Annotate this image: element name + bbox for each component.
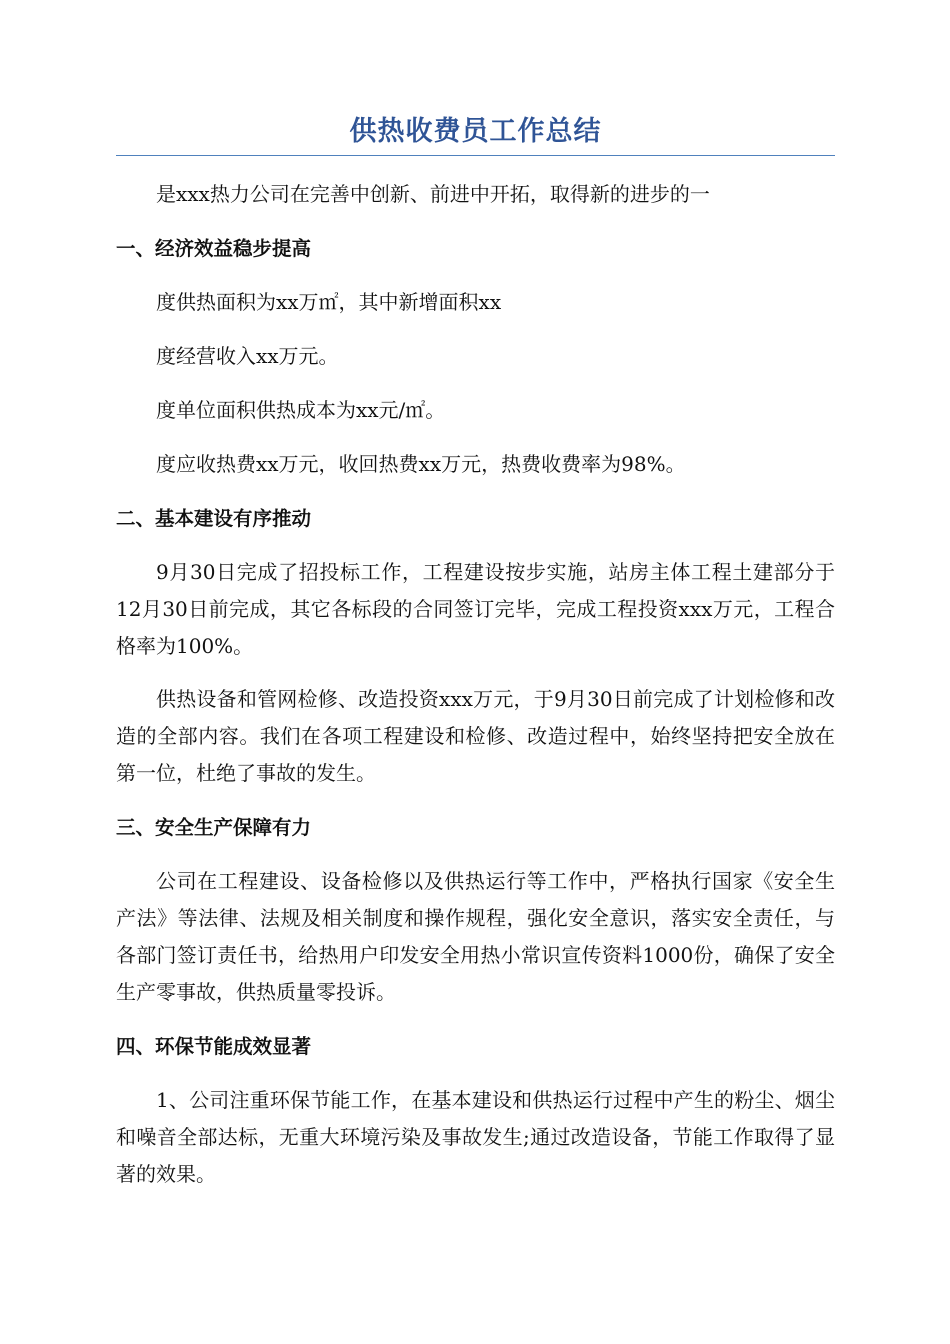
section-heading-4: 四、环保节能成效显著 (116, 1035, 312, 1058)
section-1-paragraph-4: 度应收热费xx万元，收回热费xx万元，热费收费率为98%。 (156, 452, 686, 476)
document-body (116, 176, 835, 1193)
section-1-paragraph-2: 度经营收入xx万元。 (156, 344, 339, 368)
section-2-paragraph-1: 9月30日完成了招投标工作，工程建设按步实施，站房主体工程土建部分于12月30日前完成，其它各标段的合同签订完毕，完成工程投资xxx万元，工程合格率为100%。 (116, 560, 835, 658)
section-4-paragraph-1: 1、公司注重环保节能工作，在基本建设和供热运行过程中产生的粉尘、烟尘和噪音全部达标，无重大环境污染及事故发生;通过改造设备，节能工作取得了显著的效果。 (116, 1088, 835, 1186)
section-1-paragraph-3: 度单位面积供热成本为xx元/㎡。 (156, 398, 446, 422)
title-block (116, 112, 835, 156)
section-3-paragraph-1: 公司在工程建设、设备检修以及供热运行等工作中，严格执行国家《安全生产法》等法律、法规及相关制度和操作规程，强化安全意识，落实安全责任，与各部门签订责任书，给热用户印发安全用热小常识宣传资料1000份，确保了安全生产零事故，供热质量零投诉。 (116, 869, 835, 1004)
intro-paragraph: 是xxx热力公司在完善中创新、前进中开拓，取得新的进步的一 (156, 182, 710, 206)
section-heading-1: 一、经济效益稳步提高 (116, 237, 312, 260)
section-heading-3: 三、安全生产保障有力 (116, 816, 312, 839)
section-2-paragraph-2: 供热设备和管网检修、改造投资xxx万元，于9月30日前完成了计划检修和改造的全部内容。我们在各项工程建设和检修、改造过程中，始终坚持把安全放在第一位，杜绝了事故的发生。 (116, 687, 835, 785)
document-title: 供热收费员工作总结 (349, 116, 602, 147)
section-heading-2: 二、基本建设有序推动 (116, 507, 312, 530)
title-underline (116, 155, 835, 156)
section-1-paragraph-1: 度供热面积为xx万㎡，其中新增面积xx (156, 290, 502, 314)
